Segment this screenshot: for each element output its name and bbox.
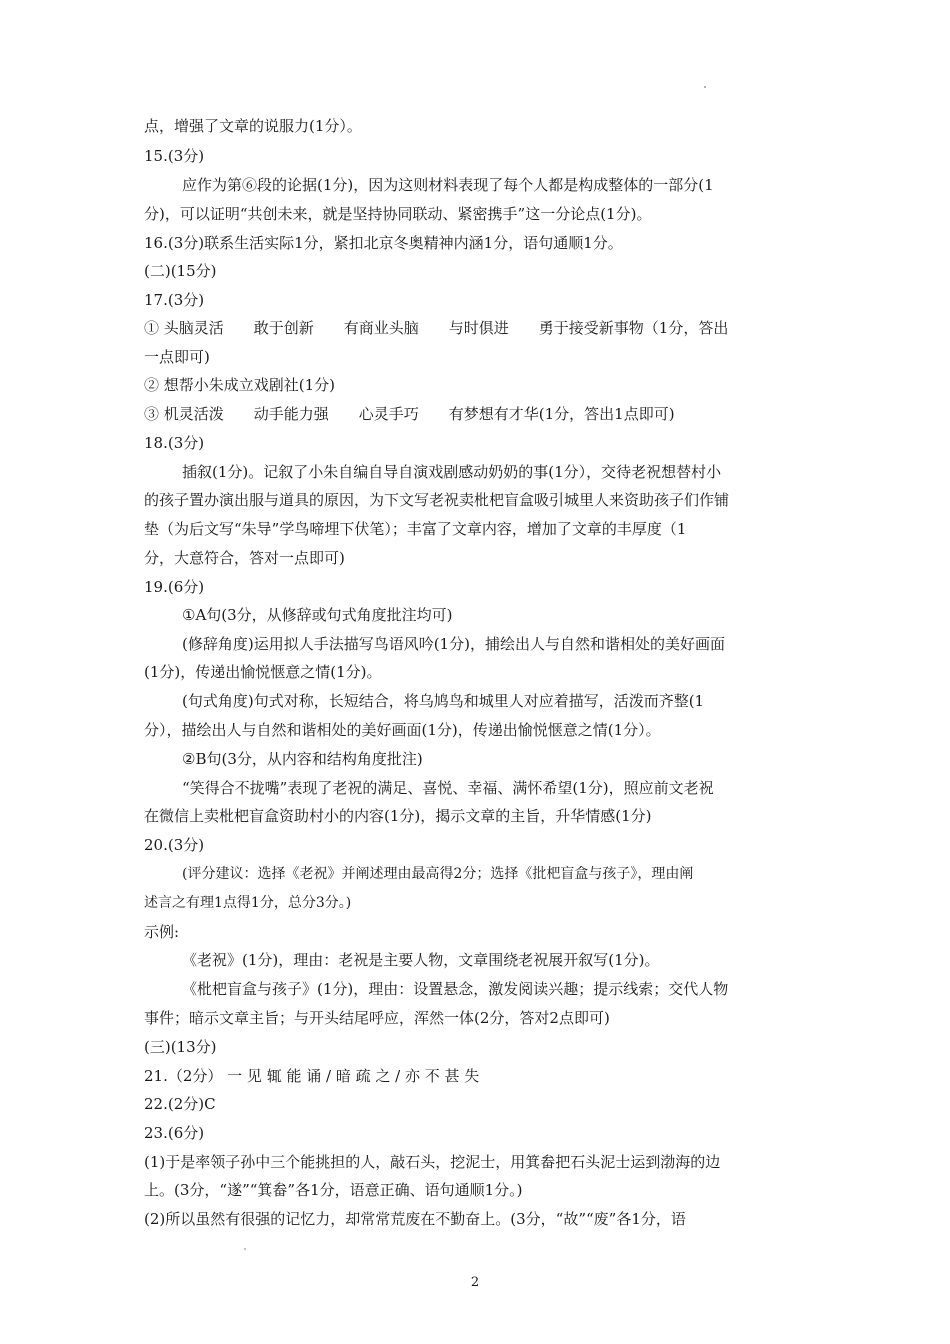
question-20-scoring-line-1: (评分建议：选择《老祝》并阐述理由最高得2分；选择《批杷盲盒与孩子》，理由阐 [182,866,694,882]
scan-speck [704,86,706,88]
question-15-answer-line-1: 应作为第⑥段的论据(1分)，因为这则材料表现了每个人都是构成整体的一部分(1 [182,176,714,194]
section-2-header: (二)(15分) [144,262,217,280]
question-19-rhetoric-line-2: (1分)，传递出愉悦惬意之情(1分)。 [144,663,382,681]
question-18-answer-line-4: 分，大意符合，答对一点即可) [144,549,345,567]
question-22-answer: 22.(2分)C [144,1095,216,1113]
question-23-part-1-line-1: (1)于是率领子孙中三个能挑担的人，敲石头，挖泥士，用箕畚把石头泥士运到渤海的边 [144,1153,721,1171]
question-20-header: 20.(3分) [144,836,205,854]
question-18-answer-line-3: 垫（为后文写“朱导”学鸟啼埋下伏笔）；丰富了文章内容，增加了文章的丰厚度（1 [144,520,687,538]
question-17-item-2: ② 想帮小朱成立戏剧社(1分) [144,376,336,394]
question-19-syntax-line-1: (句式角度)句式对称，长短结合，将乌鸠鸟和城里人对应着描写，活泼而齐整(1 [182,692,705,710]
question-17-item-1-line-1: ① 头脑灵活 敢于创新 有商业头脑 与时俱进 勇于接受新事物（1分，答出 [144,319,729,337]
question-20-example-1: 《老祝》(1分)，理由：老祝是主要人物，文章围绕老祝展开叙写(1分)。 [182,951,660,969]
question-20-example-label: 示例: [144,923,180,941]
page-number: 2 [470,1275,480,1290]
question-17-item-1-line-2: 一点即可) [144,348,210,366]
question-23-part-2-line-1: (2)所以虽然有很强的记忆力，却常常荒废在不勤奋上。(3分，“故”“废”各1分，语 [144,1210,686,1228]
question-19-syntax-line-2: 分），描绘出人与自然和谐相处的美好画面(1分)，传递出愉悦惬意之情(1分）。 [144,721,661,739]
question-18-answer-line-2: 的孩子置办演出服与道具的原因，为下文写老祝卖枇杷盲盒吸引城里人来资助孩子们作铺 [144,491,730,509]
question-17-header: 17.(3分) [144,291,205,309]
question-16-answer: 16.(3分)联系生活实际1分，紧扣北京冬奥精神内涵1分，语句通顺1分。 [144,234,623,252]
question-19-part-b-line-1: “笑得合不拢嘴”表现了老祝的满足、喜悦、幸福、满怀希望(1分)，照应前文老祝 [182,779,714,797]
question-23-header: 23.(6分) [144,1124,205,1142]
question-19-header: 19.(6分) [144,578,205,596]
question-19-part-a-header: ①A句(3分，从修辞或句式角度批注均可) [182,606,453,624]
question-20-scoring-line-2: 述言之有理1点得1分，总分3分。) [144,895,352,911]
question-15-header: 15.(3分) [144,147,205,165]
question-20-example-2-line-1: 《枇杷盲盒与孩子》(1分)，理由：设置悬念，激发阅读兴趣；提示线索；交代人物 [182,980,729,998]
question-15-answer-line-2: 分)，可以证明“共创未来，就是坚持协同联动、紧密携手”这一分论点(1分)。 [144,205,652,223]
question-17-item-3: ③ 机灵活泼 动手能力强 心灵手巧 有梦想有才华(1分，答出1点即可) [144,405,675,423]
question-18-answer-line-1: 插叙(1分)。记叙了小朱自编自导自演戏剧感动奶奶的事(1分），交待老祝想替村小 [182,463,722,481]
text-line-continuation: 点，增强了文章的说服力(1分）。 [144,117,362,135]
question-19-part-b-line-2: 在微信上卖枇杷盲盒资助村小的内容(1分)，揭示文章的主旨，升华情感(1分) [144,807,652,825]
question-20-example-2-line-2: 事件；暗示文章主旨；与开头结尾呼应，浑然一体(2分，答对2点即可) [144,1009,610,1027]
question-19-part-b-header: ②B句(3分，从内容和结构角度批注) [182,750,423,768]
question-19-rhetoric-line-1: (修辞角度)运用拟人手法描写鸟语风吟(1分)，捕绘出人与自然和谐相处的美好画面 [182,635,725,653]
question-23-part-1-line-2: 上。(3分，“遂”“箕畚”各1分，语意正确、语句通顺1分。) [144,1181,523,1199]
scan-speck-bottom [244,1248,246,1250]
question-18-header: 18.(3分) [144,434,205,452]
question-21-answer: 21.（2分） 一 见 辄 能 诵 / 暗 疏 之 / 亦 不 甚 失 [144,1067,480,1085]
section-3-header: (三)(13分) [144,1038,217,1056]
